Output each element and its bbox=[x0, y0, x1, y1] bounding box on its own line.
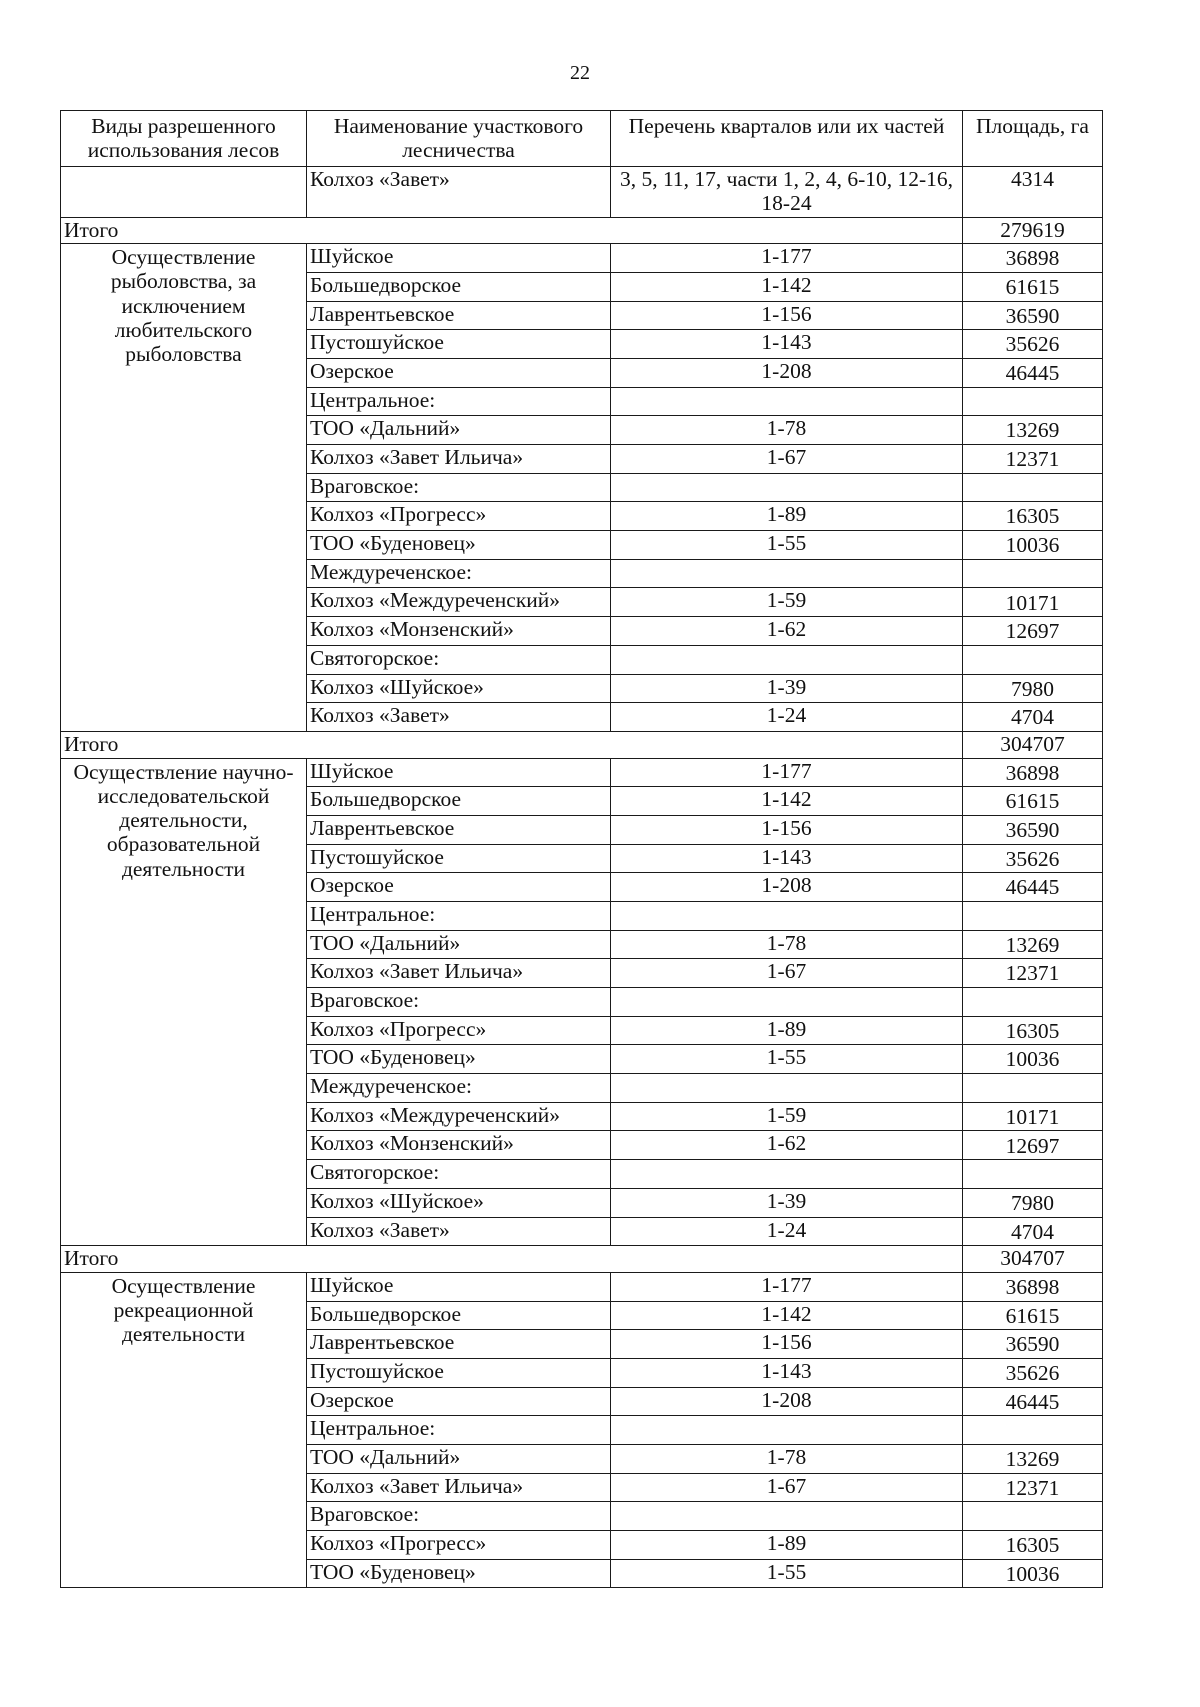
use-type-cell: Осуществление рыболовства, за исключением любительского рыболовства bbox=[61, 244, 307, 732]
forestry-cell: Междуреченское: bbox=[307, 1074, 611, 1103]
quarters-cell: 1-89 bbox=[611, 502, 963, 531]
table-row bbox=[61, 244, 1103, 273]
forestry-cell: Озерское bbox=[307, 873, 611, 902]
forestry-cell: Колхоз «Завет» bbox=[307, 703, 611, 732]
area-cell: 35626 bbox=[963, 1358, 1103, 1387]
area-cell: 16305 bbox=[963, 1531, 1103, 1560]
area-cell: 4314 bbox=[963, 167, 1103, 217]
forest-use-table bbox=[60, 110, 1103, 1588]
forestry-cell: Лаврентьевское bbox=[307, 301, 611, 330]
forestry-cell: Шуйское bbox=[307, 244, 611, 273]
header-forestry: Наименование участкового лесничества bbox=[307, 111, 611, 167]
area-cell: 61615 bbox=[963, 787, 1103, 816]
forestry-cell: Колхоз «Завет Ильича» bbox=[307, 959, 611, 988]
quarters-cell: 1-89 bbox=[611, 1016, 963, 1045]
quarters-cell: 1-208 bbox=[611, 358, 963, 387]
area-cell: 7980 bbox=[963, 674, 1103, 703]
use-type-cell: Осуществление научно-исследовательской деятельности, образовательной деятельности bbox=[61, 758, 307, 1246]
quarters-cell: 3, 5, 11, 17, части 1, 2, 4, 6-10, 12-16, 18-24 bbox=[611, 167, 963, 217]
forestry-cell: Лаврентьевское bbox=[307, 815, 611, 844]
area-cell: 12697 bbox=[963, 1131, 1103, 1160]
total-row bbox=[61, 217, 1103, 244]
forestry-cell: Пустошуйское bbox=[307, 330, 611, 359]
quarters-cell: 1-67 bbox=[611, 959, 963, 988]
area-cell: 36590 bbox=[963, 815, 1103, 844]
quarters-cell: 1-62 bbox=[611, 617, 963, 646]
area-cell bbox=[963, 1502, 1103, 1531]
area-cell bbox=[963, 1416, 1103, 1445]
area-cell bbox=[963, 473, 1103, 502]
area-cell: 4704 bbox=[963, 1217, 1103, 1246]
area-cell bbox=[963, 645, 1103, 674]
header-area: Площадь, га bbox=[963, 111, 1103, 167]
area-cell: 12697 bbox=[963, 617, 1103, 646]
total-label: Итого bbox=[61, 217, 963, 244]
area-cell: 13269 bbox=[963, 1444, 1103, 1473]
quarters-cell: 1-55 bbox=[611, 1559, 963, 1588]
forestry-cell: Святогорское: bbox=[307, 1160, 611, 1189]
total-value: 304707 bbox=[963, 731, 1103, 758]
forestry-cell: Враговское: bbox=[307, 1502, 611, 1531]
area-cell: 10036 bbox=[963, 1045, 1103, 1074]
quarters-cell: 1-177 bbox=[611, 244, 963, 273]
area-cell: 36590 bbox=[963, 1330, 1103, 1359]
header-use: Виды разрешенного использования лесов bbox=[61, 111, 307, 167]
forestry-cell: ТОО «Дальний» bbox=[307, 930, 611, 959]
quarters-cell: 1-143 bbox=[611, 330, 963, 359]
quarters-cell: 1-156 bbox=[611, 815, 963, 844]
total-label: Итого bbox=[61, 1246, 963, 1273]
quarters-cell: 1-177 bbox=[611, 758, 963, 787]
total-row bbox=[61, 731, 1103, 758]
forestry-cell: Колхоз «Прогресс» bbox=[307, 1016, 611, 1045]
forestry-cell: Большедворское bbox=[307, 1301, 611, 1330]
area-cell: 46445 bbox=[963, 358, 1103, 387]
quarters-cell: 1-142 bbox=[611, 272, 963, 301]
quarters-cell bbox=[611, 1502, 963, 1531]
area-cell: 36590 bbox=[963, 301, 1103, 330]
area-cell: 61615 bbox=[963, 1301, 1103, 1330]
area-cell: 36898 bbox=[963, 1272, 1103, 1301]
forestry-cell: Колхоз «Завет» bbox=[307, 1217, 611, 1246]
area-cell: 12371 bbox=[963, 959, 1103, 988]
forestry-cell: Колхоз «Шуйское» bbox=[307, 1188, 611, 1217]
quarters-cell bbox=[611, 645, 963, 674]
quarters-cell: 1-55 bbox=[611, 531, 963, 560]
quarters-cell: 1-39 bbox=[611, 674, 963, 703]
area-cell: 36898 bbox=[963, 244, 1103, 273]
quarters-cell: 1-142 bbox=[611, 1301, 963, 1330]
table-row bbox=[61, 1272, 1103, 1301]
forestry-cell: Озерское bbox=[307, 1387, 611, 1416]
total-row bbox=[61, 1246, 1103, 1273]
quarters-cell: 1-156 bbox=[611, 301, 963, 330]
quarters-cell: 1-143 bbox=[611, 1358, 963, 1387]
forestry-cell: Лаврентьевское bbox=[307, 1330, 611, 1359]
quarters-cell: 1-59 bbox=[611, 588, 963, 617]
table-row bbox=[61, 758, 1103, 787]
area-cell: 46445 bbox=[963, 1387, 1103, 1416]
quarters-cell: 1-78 bbox=[611, 1444, 963, 1473]
area-cell: 35626 bbox=[963, 844, 1103, 873]
forestry-cell: Святогорское: bbox=[307, 645, 611, 674]
quarters-cell: 1-177 bbox=[611, 1272, 963, 1301]
area-cell bbox=[963, 901, 1103, 930]
quarters-cell bbox=[611, 1160, 963, 1189]
quarters-cell: 1-59 bbox=[611, 1102, 963, 1131]
table-row bbox=[61, 167, 1103, 217]
use-type-cell: Осуществление рекреационной деятельности bbox=[61, 1272, 307, 1588]
forestry-cell: ТОО «Дальний» bbox=[307, 1444, 611, 1473]
use-cell bbox=[61, 167, 307, 217]
quarters-cell: 1-24 bbox=[611, 1217, 963, 1246]
forestry-cell: Большедворское bbox=[307, 272, 611, 301]
forestry-cell: ТОО «Буденовец» bbox=[307, 1045, 611, 1074]
forestry-cell: Колхоз «Междуреченский» bbox=[307, 1102, 611, 1131]
area-cell: 36898 bbox=[963, 758, 1103, 787]
area-cell bbox=[963, 988, 1103, 1017]
forestry-cell: Шуйское bbox=[307, 758, 611, 787]
quarters-cell: 1-143 bbox=[611, 844, 963, 873]
forestry-cell: Колхоз «Прогресс» bbox=[307, 502, 611, 531]
forestry-cell: Шуйское bbox=[307, 1272, 611, 1301]
area-cell: 10036 bbox=[963, 1559, 1103, 1588]
quarters-cell bbox=[611, 387, 963, 416]
quarters-cell: 1-55 bbox=[611, 1045, 963, 1074]
area-cell: 35626 bbox=[963, 330, 1103, 359]
total-value: 279619 bbox=[963, 217, 1103, 244]
quarters-cell: 1-39 bbox=[611, 1188, 963, 1217]
forestry-cell: Колхоз «Междуреченский» bbox=[307, 588, 611, 617]
quarters-cell bbox=[611, 1074, 963, 1103]
area-cell bbox=[963, 559, 1103, 588]
quarters-cell: 1-67 bbox=[611, 1473, 963, 1502]
forestry-cell: Центральное: bbox=[307, 1416, 611, 1445]
area-cell: 4704 bbox=[963, 703, 1103, 732]
forestry-cell: Колхоз «Монзенский» bbox=[307, 1131, 611, 1160]
forestry-cell: Враговское: bbox=[307, 988, 611, 1017]
forestry-cell: ТОО «Буденовец» bbox=[307, 1559, 611, 1588]
total-value: 304707 bbox=[963, 1246, 1103, 1273]
forestry-cell: Пустошуйское bbox=[307, 844, 611, 873]
quarters-cell bbox=[611, 1416, 963, 1445]
quarters-cell bbox=[611, 988, 963, 1017]
quarters-cell bbox=[611, 559, 963, 588]
area-cell: 12371 bbox=[963, 1473, 1103, 1502]
area-cell: 61615 bbox=[963, 272, 1103, 301]
forestry-cell: Междуреченское: bbox=[307, 559, 611, 588]
area-cell: 10171 bbox=[963, 588, 1103, 617]
area-cell bbox=[963, 1074, 1103, 1103]
forestry-cell: Колхоз «Завет Ильича» bbox=[307, 1473, 611, 1502]
forestry-cell: Центральное: bbox=[307, 901, 611, 930]
area-cell bbox=[963, 1160, 1103, 1189]
quarters-cell: 1-208 bbox=[611, 1387, 963, 1416]
area-cell: 12371 bbox=[963, 445, 1103, 474]
forestry-cell: Большедворское bbox=[307, 787, 611, 816]
area-cell: 13269 bbox=[963, 416, 1103, 445]
table-body bbox=[61, 167, 1103, 1588]
forestry-cell: Озерское bbox=[307, 358, 611, 387]
forestry-cell: Враговское: bbox=[307, 473, 611, 502]
table-header-row bbox=[61, 111, 1103, 167]
quarters-cell: 1-62 bbox=[611, 1131, 963, 1160]
area-cell: 10036 bbox=[963, 531, 1103, 560]
quarters-cell bbox=[611, 901, 963, 930]
area-cell: 13269 bbox=[963, 930, 1103, 959]
quarters-cell: 1-24 bbox=[611, 703, 963, 732]
area-cell bbox=[963, 387, 1103, 416]
forestry-cell: Колхоз «Завет Ильича» bbox=[307, 445, 611, 474]
area-cell: 16305 bbox=[963, 502, 1103, 531]
header-quarters: Перечень кварталов или их частей bbox=[611, 111, 963, 167]
page-number: 22 bbox=[570, 62, 590, 84]
area-cell: 10171 bbox=[963, 1102, 1103, 1131]
forestry-cell: Пустошуйское bbox=[307, 1358, 611, 1387]
quarters-cell: 1-142 bbox=[611, 787, 963, 816]
forestry-cell: Колхоз «Монзенский» bbox=[307, 617, 611, 646]
forestry-cell: ТОО «Дальний» bbox=[307, 416, 611, 445]
quarters-cell bbox=[611, 473, 963, 502]
quarters-cell: 1-208 bbox=[611, 873, 963, 902]
quarters-cell: 1-89 bbox=[611, 1531, 963, 1560]
forestry-cell: Колхоз «Завет» bbox=[307, 167, 611, 217]
area-cell: 16305 bbox=[963, 1016, 1103, 1045]
forestry-cell: Центральное: bbox=[307, 387, 611, 416]
forestry-cell: Колхоз «Прогресс» bbox=[307, 1531, 611, 1560]
total-label: Итого bbox=[61, 731, 963, 758]
forestry-cell: ТОО «Буденовец» bbox=[307, 531, 611, 560]
quarters-cell: 1-78 bbox=[611, 416, 963, 445]
quarters-cell: 1-156 bbox=[611, 1330, 963, 1359]
area-cell: 46445 bbox=[963, 873, 1103, 902]
quarters-cell: 1-67 bbox=[611, 445, 963, 474]
area-cell: 7980 bbox=[963, 1188, 1103, 1217]
forestry-cell: Колхоз «Шуйское» bbox=[307, 674, 611, 703]
quarters-cell: 1-78 bbox=[611, 930, 963, 959]
